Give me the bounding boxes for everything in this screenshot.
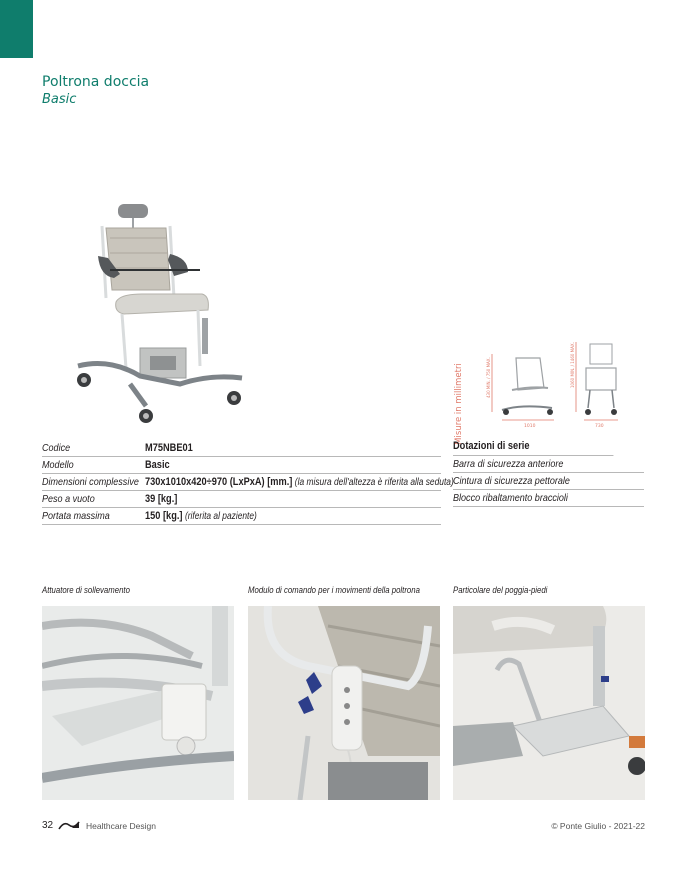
- spec-row-weight: Peso a vuoto 39 [kg.]: [42, 491, 441, 508]
- page-number: 32: [42, 820, 54, 831]
- footer-brand: Healthcare Design: [86, 821, 156, 831]
- photo-caption-control: Modulo di comando per i movimenti della poltrona: [248, 585, 420, 596]
- spec-row-code: Codice M75NBE01: [42, 440, 441, 457]
- dimension-drawing: [452, 338, 642, 430]
- height-front-label: 430 MIN. / 750 MAX.: [486, 357, 491, 398]
- dimension-note: Misure in millimetri: [454, 363, 464, 445]
- width-label: 730: [595, 424, 604, 429]
- photo-actuator: [42, 606, 234, 800]
- corner-tab: [0, 0, 33, 58]
- product-title: Poltrona doccia: [42, 74, 150, 90]
- length-label: 1010: [524, 424, 536, 429]
- spec-table: [42, 440, 454, 525]
- equipment-table: [453, 440, 644, 507]
- equipment-item: Blocco ribaltamento braccioli: [453, 490, 644, 507]
- spec-row-dimensions: Dimensioni complessive 730x1010x420÷970 (LxPxA) [mm.] (la misura dell'altezza è riferita alla seduta): [42, 474, 441, 491]
- spec-row-capacity: Portata massima 150 [kg.] (riferita al paziente): [42, 508, 441, 525]
- height-side-label: 1060 MIN. / 1460 MAX.: [570, 342, 575, 388]
- spec-row-model: Modello Basic: [42, 457, 441, 474]
- equipment-item: Barra di sicurezza anteriore: [453, 456, 644, 473]
- photo-caption-actuator: Attuatore di sollevamento: [42, 585, 130, 596]
- healthcare-logo-icon: [58, 819, 80, 831]
- photo-caption-footrest: Particolare del poggia-piedi: [453, 585, 548, 596]
- photo-control-module: [248, 606, 440, 800]
- equipment-title: Dotazioni di serie: [453, 440, 613, 456]
- equipment-item: Cintura di sicurezza pettorale: [453, 473, 644, 490]
- shower-chair-image: [70, 198, 250, 430]
- photo-footrest: [453, 606, 645, 800]
- footer-copyright: © Ponte Giulio - 2021-22: [551, 821, 645, 831]
- product-subtitle: Basic: [42, 92, 77, 107]
